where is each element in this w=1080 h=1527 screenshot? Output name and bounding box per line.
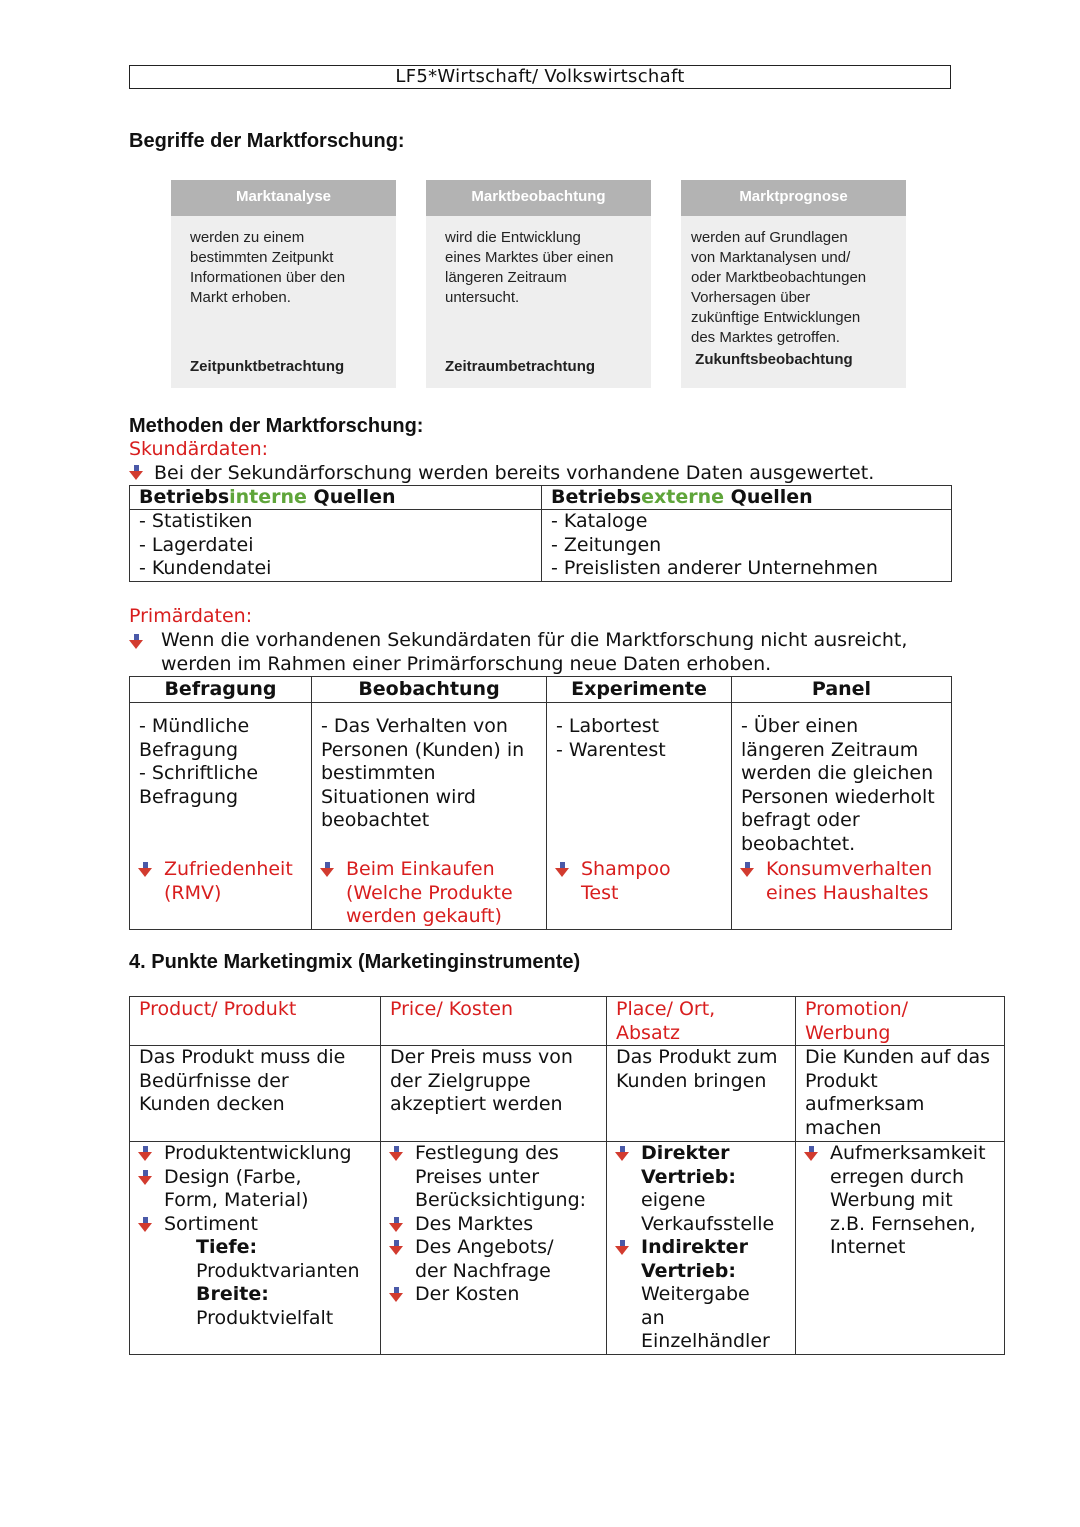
cell-example: Zufriedenheit (RMV) — [130, 858, 302, 905]
card-foot: Zeitraumbetrachtung — [445, 358, 596, 375]
bullet-arrow-icon — [138, 1170, 153, 1185]
sortiment-tiefe-label: Tiefe: — [196, 1236, 258, 1258]
card-head: Marktprognose — [681, 180, 906, 216]
marketingmix-table — [129, 996, 1005, 1355]
cell-example: Beim Einkaufen (Welche Produkte werden gekauft) — [312, 858, 537, 929]
table-header-befragung: Befragung — [130, 677, 312, 703]
primaer-table — [129, 676, 952, 930]
table-cell-extern-items: - Kataloge - Zeitungen - Preislisten anderer Unternehmen — [542, 510, 952, 582]
bullet-arrow-icon — [320, 862, 335, 877]
list-item: Aufmerksamkeit erregen durch Werbung mit z.B. Fernsehen, Internet — [796, 1142, 995, 1260]
table-header-place: Place/ Ort, Absatz — [607, 997, 796, 1046]
table-cell-place-desc: Das Produkt zum Kunden bringen — [607, 1046, 796, 1142]
table-cell-price-list — [381, 1142, 607, 1355]
sekundaer-table — [129, 485, 952, 582]
table-cell-place-list — [607, 1142, 796, 1355]
section-title-marketingmix: 4. Punkte Marketingmix (Marketinginstrumente) — [129, 951, 581, 973]
bullet-arrow-icon — [804, 1146, 819, 1161]
bullet-arrow-icon — [129, 465, 144, 480]
cell-body: - Das Verhalten von Personen (Kunden) in bestimmten Situationen wird beobachtet — [321, 715, 525, 831]
section-title-methoden: Methoden der Marktforschung: — [129, 415, 424, 437]
bullet-arrow-icon — [138, 1146, 153, 1161]
table-cell-befragung — [130, 703, 312, 930]
card-marktanalyse — [171, 180, 396, 388]
list-item: Des Marktes — [381, 1213, 597, 1237]
bullet-arrow-icon — [615, 1146, 630, 1161]
cell-body: - Labortest - Warentest — [556, 715, 666, 761]
bullet-arrow-icon — [138, 862, 153, 877]
sortiment-breite-label: Breite: — [196, 1283, 269, 1305]
table-cell-promotion-desc: Die Kunden auf das Produkt aufmerksam machen — [796, 1046, 1005, 1142]
primaer-text: Wenn die vorhandenen Sekundärdaten für die Marktforschung nicht ausreicht, werden im Rahmen einer Primärforschung neue Daten erhoben. — [161, 629, 908, 675]
bullet-arrow-icon — [389, 1217, 404, 1232]
list-item: Festlegung des Preises unter Berücksichtigung: — [381, 1142, 597, 1213]
bullet-arrow-icon — [555, 862, 570, 877]
table-cell-product-desc: Das Produkt muss die Bedürfnisse der Kunden decken — [130, 1046, 381, 1142]
cell-body: - Über einen längeren Zeitraum werden die gleichen Personen wiederholt befragt oder beobachtet. — [741, 715, 935, 855]
cell-example: Shampoo Test — [547, 858, 722, 905]
table-cell-beobachtung — [312, 703, 547, 930]
table-header-experimente: Experimente — [547, 677, 732, 703]
sekundaer-text: Bei der Sekundärforschung werden bereits vorhandene Daten ausgewertet. — [154, 462, 875, 484]
card-head: Marktbeobachtung — [426, 180, 651, 216]
label-primaerdaten: Primärdaten: — [129, 605, 253, 627]
list-item: Der Kosten — [381, 1283, 597, 1307]
list-item: Sortiment — [130, 1213, 371, 1237]
table-cell-intern-items: - Statistiken - Lagerdatei - Kundendatei — [130, 510, 542, 582]
list-item: Des Angebots/ der Nachfrage — [381, 1236, 597, 1283]
bullet-arrow-icon — [129, 634, 144, 649]
bullet-arrow-icon — [615, 1240, 630, 1255]
sekundaer-text-line — [129, 462, 874, 486]
list-item: Produktentwicklung — [130, 1142, 371, 1166]
card-head: Marktanalyse — [171, 180, 396, 216]
card-body: wird die Entwicklung eines Marktes über einen längeren Zeitraum untersucht. — [445, 229, 614, 306]
sortiment-breite-text: Produktvielfalt — [196, 1306, 334, 1329]
table-cell-experimente — [547, 703, 732, 930]
document-header — [129, 65, 951, 89]
document-title: LF5*Wirtschaft/ Volkswirtschaft — [395, 66, 685, 87]
bullet-arrow-icon — [389, 1240, 404, 1255]
card-body: werden auf Grundlagen von Marktanalysen und/ oder Marktbeobachtungen Vorhersagen über zukünftige Entwicklungen des Marktes getroffen. — [691, 229, 867, 346]
bullet-arrow-icon — [138, 1217, 153, 1232]
table-header-extern: Betriebsexterne Quellen — [542, 486, 952, 510]
table-header-price: Price/ Kosten — [381, 997, 607, 1046]
cell-example: Konsumverhalten eines Haushaltes — [732, 858, 942, 905]
bullet-arrow-icon — [740, 862, 755, 877]
sortiment-tiefe-text: Produktvarianten — [196, 1259, 360, 1282]
list-item: Design (Farbe, Form, Material) — [130, 1166, 371, 1213]
table-header-promotion: Promotion/ Werbung — [796, 997, 1005, 1046]
bullet-arrow-icon — [389, 1146, 404, 1161]
card-foot: Zukunftsbeobachtung — [691, 351, 853, 368]
cell-body: - Mündliche Befragung - Schriftliche Befragung — [139, 715, 259, 808]
table-header-intern: Betriebsinterne Quellen — [130, 486, 542, 510]
table-cell-price-desc: Der Preis muss von der Zielgruppe akzeptiert werden — [381, 1046, 607, 1142]
card-foot: Zeitpunktbetrachtung — [190, 358, 345, 375]
list-item: Direkter Vertrieb: eigene Verkaufsstelle — [607, 1142, 786, 1236]
bullet-arrow-icon — [389, 1287, 404, 1302]
section-title-begriffe: Begriffe der Marktforschung: — [129, 130, 405, 152]
table-cell-product-list — [130, 1142, 381, 1355]
list-item: Indirekter Vertrieb: Weitergabe an Einzelhändler — [607, 1236, 786, 1354]
table-cell-promotion-list — [796, 1142, 1005, 1355]
label-sekundaerdaten: Skundärdaten: — [129, 438, 269, 460]
table-cell-panel — [732, 703, 952, 930]
card-marktprognose — [681, 180, 906, 388]
card-body: werden zu einem bestimmten Zeitpunkt Informationen über den Markt erhoben. — [190, 229, 346, 306]
card-marktbeobachtung — [426, 180, 651, 388]
table-header-panel: Panel — [732, 677, 952, 703]
table-header-product: Product/ Produkt — [130, 997, 381, 1046]
table-header-beobachtung: Beobachtung — [312, 677, 547, 703]
